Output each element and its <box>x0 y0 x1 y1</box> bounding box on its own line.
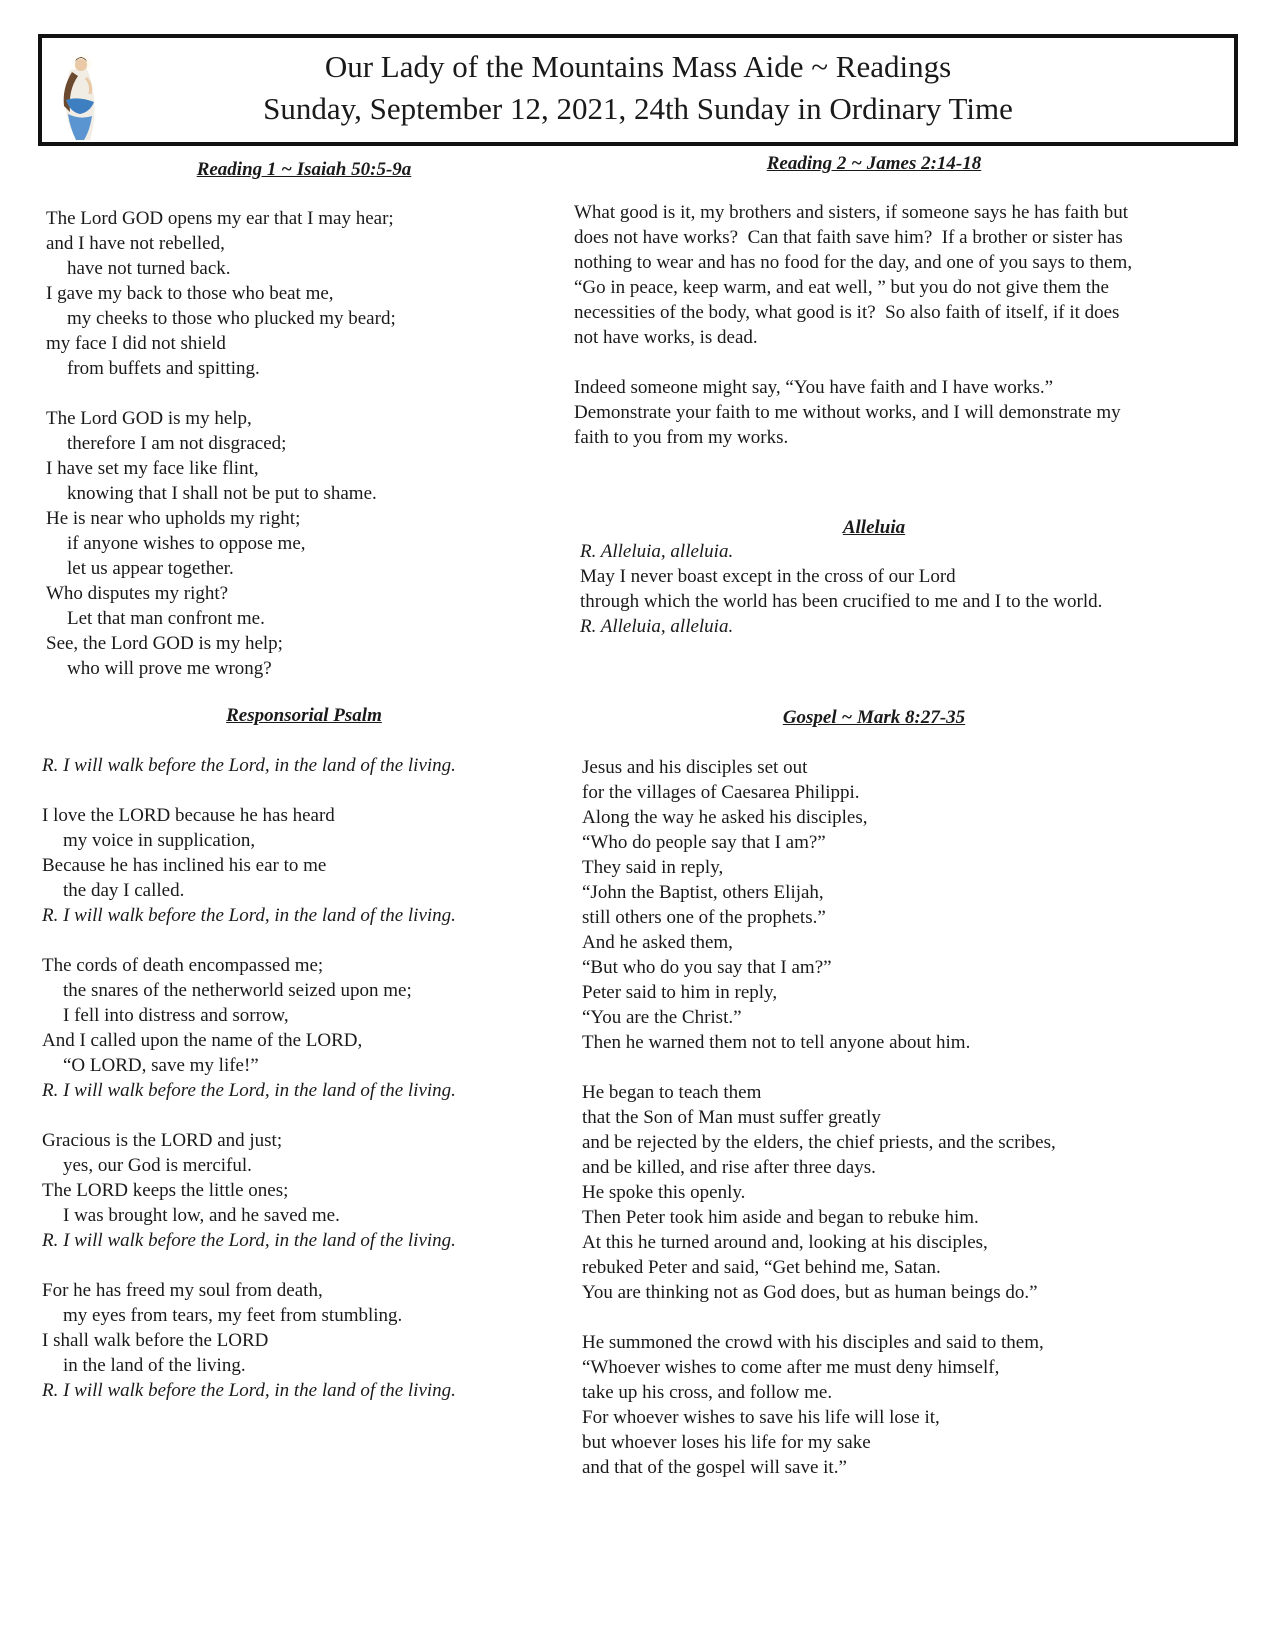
psalm-line: R. I will walk before the Lord, in the land of the living. <box>42 1380 456 1401</box>
reading1-line: from buffets and spitting. <box>67 358 260 379</box>
reading2-line: nothing to wear and has no food for the day, and one of you says to them, <box>574 252 1133 273</box>
gospel-line: He summoned the crowd with his disciples and said to them, <box>582 1332 1044 1353</box>
gospel-line: They said in reply, <box>582 857 724 878</box>
reading1-line: The Lord GOD opens my ear that I may hear; <box>46 208 394 229</box>
gospel-line: take up his cross, and follow me. <box>582 1382 833 1403</box>
gospel-line: still others one of the prophets.” <box>582 907 826 928</box>
psalm-line: in the land of the living. <box>63 1355 246 1376</box>
reading1-line: let us appear together. <box>67 558 234 579</box>
psalm-line: I was brought low, and he saved me. <box>63 1205 340 1226</box>
psalm-line: R. I will walk before the Lord, in the land of the living. <box>42 1230 456 1251</box>
psalm-line: my eyes from tears, my feet from stumbling. <box>63 1305 403 1326</box>
alleluia-text <box>580 539 1102 639</box>
reading1-line: my face I did not shield <box>46 333 226 354</box>
reading1-text <box>46 206 396 681</box>
reading2-line: “Go in peace, keep warm, and eat well, ” but you do not give them the <box>574 277 1109 298</box>
gospel-line: For whoever wishes to save his life will lose it, <box>582 1407 940 1428</box>
reading1-line: Let that man confront me. <box>67 608 265 629</box>
psalm-line <box>42 928 456 953</box>
psalm-title: Responsorial Psalm <box>226 705 382 726</box>
gospel-line: At this he turned around and, looking at his disciples, <box>582 1232 988 1253</box>
reading1-line <box>46 381 396 406</box>
gospel-line: but whoever loses his life for my sake <box>582 1432 871 1453</box>
alleluia-line: R. Alleluia, alleluia. <box>580 616 734 637</box>
reading2-line: Demonstrate your faith to me without works, and I will demonstrate my <box>574 402 1121 423</box>
psalm-line: the day I called. <box>63 880 185 901</box>
psalm-line: “O LORD, save my life!” <box>63 1055 259 1076</box>
gospel-line: and that of the gospel will save it.” <box>582 1457 847 1478</box>
reading1-title: Reading 1 ~ Isaiah 50:5-9a <box>196 159 412 180</box>
reading2-line <box>574 350 1132 375</box>
psalm-line: R. I will walk before the Lord, in the land of the living. <box>42 1080 456 1101</box>
reading2-line: necessities of the body, what good is it? So also faith of itself, if it does <box>574 302 1120 323</box>
reading1-line: if anyone wishes to oppose me, <box>67 533 306 554</box>
psalm-line: I shall walk before the LORD <box>42 1330 269 1351</box>
reading2-line: What good is it, my brothers and sisters, if someone says he has faith but <box>574 202 1129 223</box>
gospel-line <box>582 1305 1056 1330</box>
reading2-title: Reading 2 ~ James 2:14-18 <box>766 153 982 174</box>
gospel-line: Then Peter took him aside and began to rebuke him. <box>582 1207 979 1228</box>
gospel-line: Along the way he asked his disciples, <box>582 807 868 828</box>
gospel-line: and be killed, and rise after three days. <box>582 1157 876 1178</box>
reading2-text <box>574 200 1132 450</box>
page-subtitle: Sunday, September 12, 2021, 24th Sunday in Ordinary Time <box>263 91 1013 126</box>
gospel-line: Then he warned them not to tell anyone about him. <box>582 1032 971 1053</box>
psalm-line <box>42 1103 456 1128</box>
reading2-line: does not have works? Can that faith save him? If a brother or sister has <box>574 227 1123 248</box>
gospel-line <box>582 1055 1056 1080</box>
gospel-line: He began to teach them <box>582 1082 762 1103</box>
reading1-line: The Lord GOD is my help, <box>46 408 252 429</box>
reading1-line: He is near who upholds my right; <box>46 508 301 529</box>
gospel-line: And he asked them, <box>582 932 733 953</box>
psalm-line: yes, our God is merciful. <box>63 1155 252 1176</box>
gospel-line: You are thinking not as God does, but as human beings do.” <box>582 1282 1038 1303</box>
gospel-line: “You are the Christ.” <box>582 1007 742 1028</box>
gospel-line: and be rejected by the elders, the chief priests, and the scribes, <box>582 1132 1056 1153</box>
reading1-line: who will prove me wrong? <box>67 658 272 679</box>
gospel-line: rebuked Peter and said, “Get behind me, Satan. <box>582 1257 941 1278</box>
psalm-line <box>42 1253 456 1278</box>
page-title: Our Lady of the Mountains Mass Aide ~ Readings <box>324 49 952 84</box>
gospel-line: that the Son of Man must suffer greatly <box>582 1107 881 1128</box>
reading1-line: my cheeks to those who plucked my beard; <box>67 308 396 329</box>
gospel-line: Peter said to him in reply, <box>582 982 778 1003</box>
reading2-line: not have works, is dead. <box>574 327 758 348</box>
header-box <box>38 34 1238 146</box>
gospel-text <box>582 755 1056 1480</box>
reading1-line: and I have not rebelled, <box>46 233 225 254</box>
psalm-line: The LORD keeps the little ones; <box>42 1180 289 1201</box>
psalm-line: Gracious is the LORD and just; <box>42 1130 283 1151</box>
psalm-line: Because he has inclined his ear to me <box>42 855 327 876</box>
reading1-line: Who disputes my right? <box>46 583 229 604</box>
gospel-line: “John the Baptist, others Elijah, <box>582 882 824 903</box>
psalm-line: R. I will walk before the Lord, in the land of the living. <box>42 755 456 776</box>
reading2-line: faith to you from my works. <box>574 427 789 448</box>
psalm-text <box>42 753 456 1403</box>
gospel-title: Gospel ~ Mark 8:27-35 <box>782 707 966 728</box>
psalm-line: my voice in supplication, <box>63 830 256 851</box>
psalm-line: And I called upon the name of the LORD, <box>42 1030 363 1051</box>
psalm-line: I fell into distress and sorrow, <box>63 1005 289 1026</box>
gospel-line: “But who do you say that I am?” <box>582 957 832 978</box>
alleluia-title: Alleluia <box>842 517 906 538</box>
reading1-line: have not turned back. <box>67 258 231 279</box>
alleluia-line: May I never boast except in the cross of our Lord <box>580 566 956 587</box>
psalm-line: I love the LORD because he has heard <box>42 805 335 826</box>
psalm-line: For he has freed my soul from death, <box>42 1280 323 1301</box>
psalm-line: The cords of death encompassed me; <box>42 955 324 976</box>
reading1-line: therefore I am not disgraced; <box>67 433 287 454</box>
reading1-line: I gave my back to those who beat me, <box>46 283 334 304</box>
psalm-line: R. I will walk before the Lord, in the land of the living. <box>42 905 456 926</box>
reading1-line: I have set my face like flint, <box>46 458 259 479</box>
psalm-line <box>42 778 456 803</box>
gospel-line: Jesus and his disciples set out <box>582 757 808 778</box>
gospel-line: He spoke this openly. <box>582 1182 746 1203</box>
alleluia-line: through which the world has been crucified to me and I to the world. <box>580 591 1103 612</box>
reading1-line: See, the Lord GOD is my help; <box>46 633 283 654</box>
gospel-line: for the villages of Caesarea Philippi. <box>582 782 860 803</box>
psalm-line: the snares of the netherworld seized upon me; <box>63 980 412 1001</box>
reading1-line: knowing that I shall not be put to shame. <box>67 483 377 504</box>
reading2-line: Indeed someone might say, “You have faith and I have works.” <box>574 377 1054 398</box>
gospel-line: “Whoever wishes to come after me must deny himself, <box>582 1357 1000 1378</box>
gospel-line: “Who do people say that I am?” <box>582 832 826 853</box>
alleluia-line: R. Alleluia, alleluia. <box>580 541 734 562</box>
